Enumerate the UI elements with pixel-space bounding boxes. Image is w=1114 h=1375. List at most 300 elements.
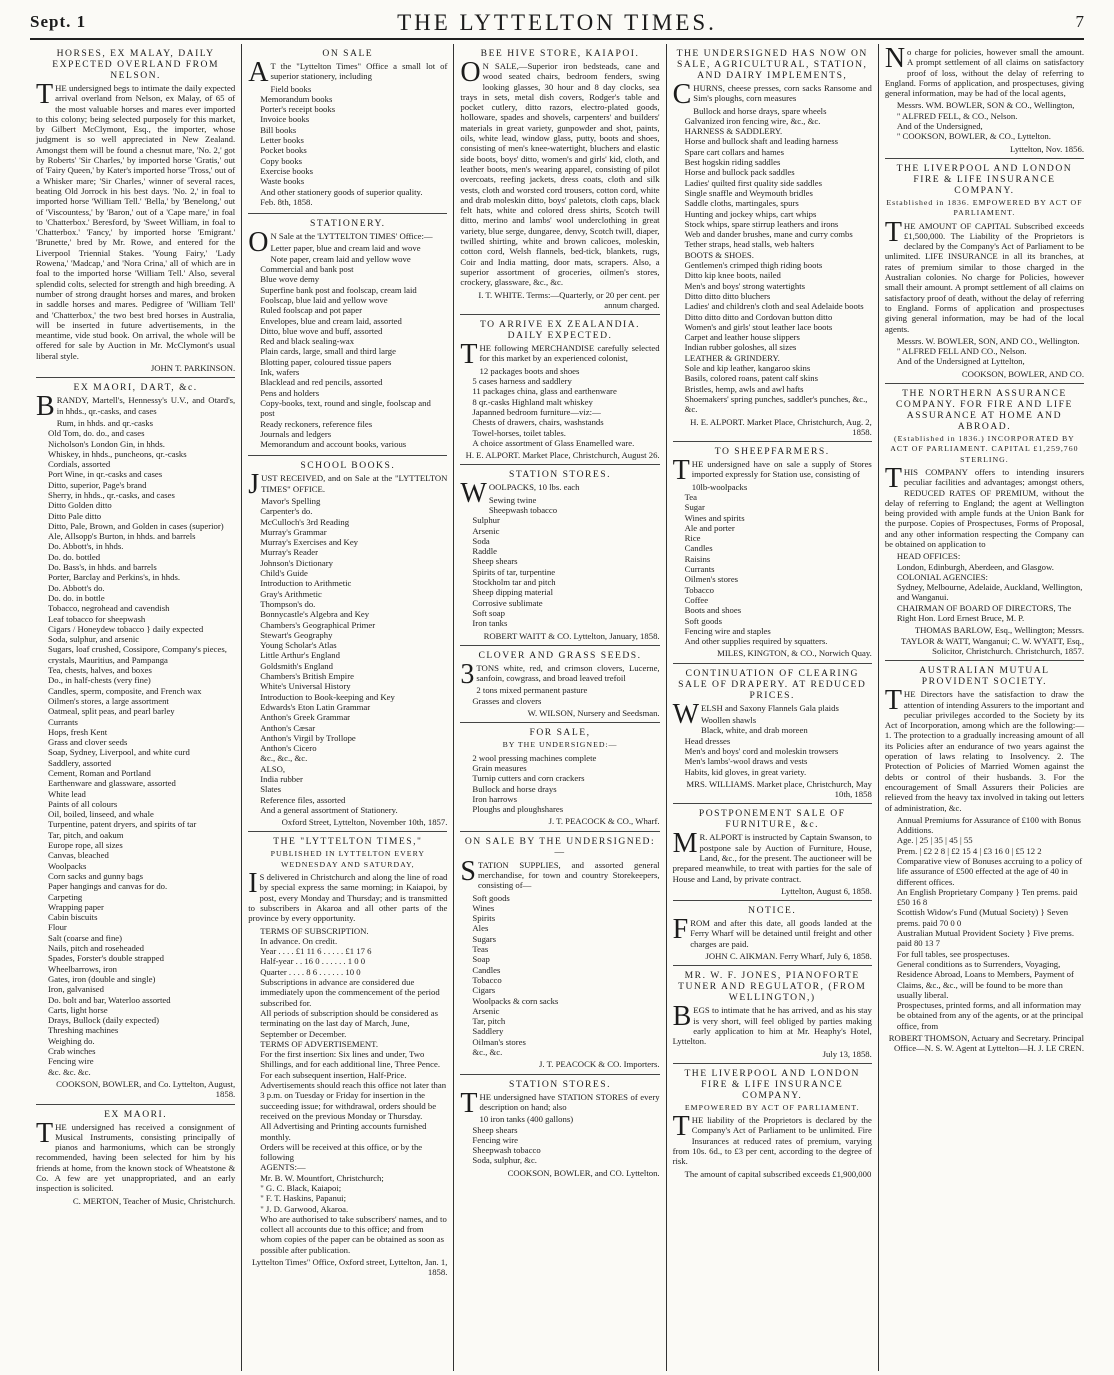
list-item: Candles, sperm, composite, and French wax: [48, 685, 202, 696]
list-item: Sheep shears: [472, 556, 518, 567]
column-4: [667, 44, 879, 1371]
ad-signature: J. T. PEACOCK & CO., Wharf.: [548, 816, 660, 827]
list-item: Bullock and horse drays: [472, 783, 557, 794]
item-list: [897, 336, 1084, 367]
ad-subheading: Established in 1836. EMPOWERED BY ACT OF PARLIAMENT.: [886, 197, 1083, 218]
ad-heading: TO SHEEPFARMERS.: [714, 446, 830, 458]
list-item: Sugar: [684, 502, 705, 513]
list-item: Woollen shawls: [701, 715, 757, 726]
list-item: Do. do. bottled: [48, 551, 101, 562]
list-item: Plain cards, large, small and third large: [260, 346, 396, 357]
list-item: Thompson's do.: [260, 598, 316, 609]
list-item: Tar, pitch: [472, 1016, 506, 1027]
item-list: [260, 496, 447, 815]
item-list: [472, 685, 659, 706]
column-1: [30, 44, 242, 1371]
list-item: Carpeting: [48, 891, 83, 902]
item-list: [897, 100, 1084, 141]
list-item: Fencing wire: [48, 1056, 94, 1067]
advertisement: [673, 442, 872, 664]
ad-body: THE AMOUNT OF CAPITAL Subscribed exceeds £1,500,000. The Liability of the Proprietors is declared by the Company's Act of Parliament to be unlimited. LIFE INSURANCE in all its branches, at rates of premium similar to those charged in the Australian colonies. No charge for Policies, however small their amount. A prompt settlement of all claims on satisfactory proof of death, without the delay of referring to England. Forms of application and prospectuses giving general information, may be had of the local agents.: [884, 216, 1085, 334]
list-item: Web and dander brushes, mane and curry combs: [684, 229, 853, 240]
advertisement: [248, 214, 447, 456]
ad-body: No charge for policies, however small the amount. A prompt settlement of all claims on satisfactory proof of loss, without the delay of referring to England. Forms of application, and prospectuses, giving general information, may be had of the local agents,: [884, 44, 1085, 99]
masthead: [30, 10, 1084, 40]
list-item: 5 cases harness and saddlery: [472, 376, 572, 387]
list-item: Ditto ditto ditto bluchers: [684, 290, 771, 301]
list-item: Porter, Barclay and Perkins's, in hhds.: [48, 572, 180, 583]
ad-subheading: BY THE UNDERSIGNED:—: [502, 740, 618, 750]
list-item: Rice: [684, 533, 701, 544]
newspaper-title: THE LYTTELTON TIMES.: [397, 10, 717, 35]
ad-heading: NOTICE.: [748, 905, 797, 917]
list-item: Copy books: [260, 155, 302, 166]
ad-heading: AUSTRALIAN MUTUAL PROVIDENT SOCIETY.: [919, 665, 1050, 688]
list-item: Reference files, assorted: [260, 794, 346, 805]
advertisement: [673, 804, 872, 901]
list-item: Tea: [684, 491, 698, 502]
list-item: And a general assortment of Stationery.: [260, 804, 398, 815]
ad-signature: I. T. WHITE. Terms:—Quarterly, or 20 per cent. per annum charged.: [478, 289, 660, 310]
list-item: 11 packages china, glass and earthenware: [472, 386, 617, 397]
list-item: Woolpacks & corn sacks: [472, 995, 559, 1006]
list-item: HARNESS & SADDLERY.: [684, 126, 783, 137]
list-item: Black, white, and drab moreen: [701, 725, 808, 736]
column-2: [242, 44, 454, 1371]
list-item: COLONIAL AGENCIES:: [896, 571, 988, 582]
list-item: &c., &c., &c.: [260, 753, 308, 764]
list-item: 8 qr.-casks Highland malt whiskey: [472, 396, 593, 407]
list-item: Sheepwash tobacco: [472, 1145, 541, 1156]
list-item: Half-year . . 16 0 . . . . . . 1 0 0: [260, 956, 366, 967]
list-item: Bill books: [260, 124, 297, 135]
advertisement: [673, 44, 872, 442]
list-item: Orders will be received at this office, or by the following: [260, 1141, 423, 1163]
list-item: Chambers's British Empire: [260, 671, 354, 682]
item-list: [897, 551, 1084, 623]
list-item: Habits, kid gloves, in great variety.: [684, 766, 807, 777]
list-item: Memorandum books: [260, 93, 333, 104]
list-item: Gentlemen's crimped thigh riding boots: [684, 260, 823, 271]
list-item: Do. bolt and bar, Waterloo assorted: [48, 994, 171, 1005]
list-item: Scottish Widow's Fund (Mutual Society) } Seven prems. paid 70 0 0: [896, 907, 1069, 928]
list-item: Ready reckoners, reference files: [260, 418, 373, 429]
ad-signature: Oxford Street, Lyttelton, November 10th, 1857.: [281, 817, 448, 828]
list-item: Sugars, loaf crushed, Cossipore, Company's pieces, crystals, Mauritius, and Pampanga: [48, 644, 227, 665]
item-list: [685, 482, 872, 647]
list-item: Comparative view of Bonuses accruing to a policy of life assurance of £500 effected at the age of 40 in different offices.: [896, 856, 1083, 887]
list-item: Australian Mutual Provident Society } Five prems. paid 80 13 7: [896, 928, 1074, 949]
advertisement: [885, 661, 1084, 1057]
list-item: Saddle cloths, martingales, spurs: [684, 198, 799, 209]
list-item: Stock whips, spare stirrup leathers and irons: [684, 218, 839, 229]
item-list: [472, 753, 659, 815]
list-item: Nicholson's London Gin, in hhds.: [48, 438, 165, 449]
list-item: Age. | 25 | 35 | 45 | 55: [896, 835, 973, 846]
list-item: Sheep shears: [472, 1124, 518, 1135]
list-item: White's Universal History: [260, 681, 351, 692]
list-item: Mr. B. W. Mountfort, Christchurch;: [260, 1172, 384, 1183]
list-item: Flour: [48, 922, 67, 933]
advertisement: [885, 159, 1084, 384]
ad-heading: BEE HIVE STORE, KAIAPOI.: [480, 48, 640, 59]
list-item: Rum, in hhds. and qr.-casks: [56, 417, 153, 428]
list-item: 2 tons mixed permanent pasture: [476, 685, 588, 696]
list-item: Canvas, bleached: [48, 850, 109, 861]
list-item: Bristles, hemp, awls and awl hafts: [684, 383, 804, 394]
list-item: Spades, Forster's double strapped: [48, 953, 164, 964]
ad-body: CHURNS, cheese presses, corn sacks Ransome and Sim's ploughs, corn measures: [672, 79, 872, 110]
ad-body: ON Sale at the 'LYTTELTON TIMES' Office:—: [248, 227, 433, 259]
list-item: Japanned bedroom furniture—viz:—: [472, 406, 601, 417]
list-item: Hunting and jockey whips, cart whips: [684, 208, 817, 219]
list-item: And of the Undersigned at Lyttelton,: [896, 356, 1025, 367]
list-item: Letter paper, blue and cream laid and wove: [270, 243, 421, 254]
advertisement: [673, 901, 872, 966]
list-item: Ditto Pale ditto: [48, 510, 102, 521]
ad-signature: COOKSON, BOWLER, AND CO.: [961, 368, 1085, 379]
list-item: Chests of drawers, chairs, washstands: [472, 417, 604, 428]
list-item: Oilmen's stores: [684, 574, 739, 585]
list-item: Child's Guide: [260, 568, 308, 579]
list-item: Crab winches: [48, 1046, 96, 1057]
list-item: General conditions as to Surrenders, Voyaging, Residence Abroad, Loans to Members, Payment of Claims, &c., &c., will be found to be more than usually liberal.: [896, 958, 1074, 1000]
list-item: Tar, pitch, and oakum: [48, 829, 124, 840]
list-item: Europe rope, all sizes: [48, 840, 123, 851]
list-item: Port Wine, in qr.-casks and cases: [48, 469, 163, 480]
list-item: Little Arthur's England: [260, 650, 340, 661]
list-item: Edwards's Eton Latin Grammar: [260, 701, 371, 712]
list-item: Sheep dipping material: [472, 587, 553, 598]
list-item: Journals and ledgers: [260, 428, 332, 439]
list-item: Year . . . . £1 11 6 . . . . . £1 17 6: [260, 946, 372, 957]
advertisement: [673, 1064, 872, 1185]
ad-heading: MR. W. F. JONES, PIANOFORTE TUNER AND REGULATOR, (FROM WELLINGTON,): [678, 970, 867, 1004]
list-item: Currants: [48, 716, 78, 727]
list-item: HEAD OFFICES:: [896, 551, 961, 562]
list-item: " J. D. Garwood, Akaroa.: [260, 1203, 349, 1214]
advertisement: [248, 456, 447, 832]
item-list: [685, 1169, 872, 1179]
list-item: Drays, Bullock (daily expected): [48, 1015, 159, 1026]
list-item: Annual Premiums for Assurance of £100 with Bonus Additions.: [896, 814, 1081, 836]
list-item: Letter books: [260, 135, 304, 146]
item-list: [685, 715, 872, 777]
list-item: Murray's Reader: [260, 547, 318, 558]
list-item: Soda, sulphur, &c.: [472, 1155, 537, 1166]
list-item: Fencing wire and staples: [684, 625, 771, 636]
list-item: Anthon's Virgil by Trollope: [260, 732, 356, 743]
list-item: Red and black sealing-wax: [260, 336, 355, 347]
ad-subheading: EMPOWERED BY ACT OF PARLIAMENT.: [684, 1102, 860, 1112]
list-item: Arsenic: [472, 525, 500, 536]
ad-signature: JOHN C. AIKMAN. Ferry Wharf, July 6, 1858.: [705, 951, 872, 962]
list-item: LEATHER & GRINDERY.: [684, 352, 780, 363]
item-list: [472, 1114, 659, 1165]
list-item: Bullock and horse drays, spare wheels: [693, 105, 827, 116]
list-item: Ditto Golden ditto: [48, 500, 112, 511]
list-item: Anthon's Greek Grammar: [260, 712, 351, 723]
item-list: [260, 84, 447, 208]
list-item: ALSO,: [260, 763, 286, 774]
ad-signature: MILES, KINGTON, & CO., Norwich Quay.: [717, 648, 872, 659]
ad-signature: W. WILSON, Nursery and Seedsman.: [527, 708, 660, 719]
list-item: Tobacco: [684, 584, 714, 595]
list-item: 10lb-woolpacks: [691, 481, 748, 492]
list-item: Exercise books: [260, 165, 314, 176]
ad-body: THE undersigned have on sale a supply of Stores imported expressly for Station use, consisting of: [672, 455, 872, 487]
list-item: Old Tom, do. do., and cases: [48, 428, 145, 439]
ad-body: WELSH and Saxony Flannels Gala plaids: [672, 698, 839, 730]
column-5: [879, 44, 1090, 1371]
list-item: " ALFRED FELL, & CO., Nelson.: [896, 110, 1018, 121]
list-item: Murray's Grammar: [260, 526, 327, 537]
list-item: And other stationery goods of superior quality.: [260, 186, 423, 197]
advertisement: [36, 44, 235, 378]
list-item: All periods of subscription should be considered as terminating on the last day of March, June, September or December.: [260, 1007, 439, 1039]
ad-body: THE liability of the Proprietors is declared by the Company's Act of Parliament to be unlimited. Fire Insurances at reduced rates of premium, varying from 10s. 6d., to £3 per cent, according to the degree of risk.: [672, 1111, 872, 1167]
ad-signature: ROBERT WAITT & CO. Lyttelton, January, 1858.: [483, 630, 660, 641]
list-item: Grasses and clovers: [472, 695, 542, 706]
list-item: Ditto, Pale, Brown, and Golden in cases (superior): [48, 520, 224, 531]
ad-signature: MRS. WILLIAMS. Market place, Christchurch, May 10th, 1858: [686, 778, 872, 800]
list-item: Tether straps, head stalls, web halters: [684, 239, 815, 250]
list-item: Prem. | £2 2 8 | £2 15 4 | £3 16 0 | £5 12 2: [896, 845, 1042, 856]
list-item: Pens and holders: [260, 387, 320, 398]
list-item: Sole and kip leather, kangaroo skins: [684, 363, 811, 374]
list-item: Ruled foolscap and pot paper: [260, 305, 363, 316]
list-item: Carpenter's do.: [260, 506, 313, 517]
ad-body: 3TONS white, red, and crimson clovers, Lucerne, sanfoin, cowgrass, and broad leaved trefoil: [460, 658, 660, 690]
list-item: Soft goods: [472, 892, 510, 903]
ad-signature: Lyttelton, Nov. 1856.: [1010, 143, 1085, 154]
list-item: McCulloch's 3rd Reading: [260, 516, 350, 527]
list-item: Soft goods: [684, 615, 723, 626]
list-item: Raddle: [472, 546, 498, 557]
ad-body: FROM and after this date, all goods landed at the Ferry Wharf will be detained until freight and other charges are paid.: [672, 914, 872, 949]
ad-body: BEGS to intimate that he has arrived, and as his stay is very short, will feel obliged by parties making early application to him at Mr. Heaphy's Hotel, Lyttelton.: [672, 1001, 872, 1047]
list-item: Do. Abbott's, in hhds.: [48, 541, 124, 552]
advertisement: [460, 44, 659, 315]
list-item: Oil, boiled, linseed, and whale: [48, 809, 154, 820]
list-item: 12 packages boots and shoes: [479, 365, 580, 376]
ad-heading: THE LIVERPOOL AND LONDON FIRE & LIFE INSURANCE COMPANY.: [684, 1067, 860, 1101]
advertisement: [248, 832, 447, 1281]
list-item: Paper hangings and canvas for do.: [48, 881, 168, 892]
list-item: " ALFRED FELL AND CO., Nelson.: [896, 346, 1027, 357]
list-item: Cigars: [472, 985, 496, 996]
list-item: Shoemakers' spring punches, saddler's punches, &c., &c.: [684, 393, 868, 415]
advertisement: [885, 384, 1084, 661]
ad-signature: COOKSON, BOWLER, and CO. Lyttelton.: [507, 1167, 660, 1178]
list-item: &c., &c.: [472, 1047, 503, 1058]
list-item: Copy-books, text, round and single, foolscap and post: [260, 397, 431, 419]
advertisement: [460, 1075, 659, 1182]
ad-heading: STATIONERY.: [310, 218, 386, 230]
list-item: Memorandum and account books, various: [260, 439, 407, 450]
ad-heading: HORSES, EX MALAY, DAILY EXPECTED OVERLAND FROM NELSON.: [52, 48, 219, 81]
list-item: Ploughs and ploughshares: [472, 804, 564, 815]
list-item: Cordials, assorted: [48, 459, 111, 470]
list-item: TERMS OF SUBSCRIPTION.: [260, 925, 369, 936]
ad-signature: C. MERTON, Teacher of Music, Christchurch.: [72, 1195, 236, 1206]
ad-heading: THE LIVERPOOL AND LONDON FIRE & LIFE INSURANCE COMPANY.: [896, 162, 1073, 196]
list-item: Hops, fresh Kent: [48, 726, 108, 737]
ad-heading: THE "LYTTELTON TIMES,": [273, 836, 423, 848]
list-item: Stockholm tar and pitch: [472, 577, 556, 588]
list-item: Ladies' and children's cloth and seal Adelaide boots: [684, 301, 864, 312]
list-item: Currants: [684, 564, 715, 575]
list-item: For the first insertion: Six lines and under, Two Shillings, and for each additional line, Three Pence. For each subsequent insertion, Half-Price.: [260, 1049, 441, 1080]
list-item: Do. Abbott's do.: [48, 582, 105, 593]
columns: [30, 44, 1090, 1371]
advertisement: [460, 646, 659, 723]
list-item: Advertisements should reach this office not later than 3 p.m. on Tuesday or Friday for insertion in the succeeding issue; for withdrawal, orders should be received on the previous Monday or Thursday.: [260, 1080, 447, 1121]
ad-heading: THE UNDERSIGNED HAS NOW ON SALE, AGRICULTURAL, STATION, AND DAIRY IMPLEMENTS,: [676, 48, 868, 81]
list-item: Ale, Allsopp's Burton, in hhds. and barrels: [48, 531, 196, 542]
ad-heading: CLOVER AND GRASS SEEDS.: [478, 649, 642, 661]
ad-body: ON SALE,—Superior iron bedsteads, cane and wood seated chairs, bedroom fenders, swing looking glasses, 30 hour and 8 day clocks, sea trays in sets, metal dish covers, Rodger's table and pocket cutlery, ditto razors, electro-plated goods, holloware, spades and shovels, carpenters' and builders' materials in great variety, gunpowder and shot, paints, oils, white lead, window glass, putty, boots and shoes, consisting of men's knee-watertight, bluchers and elastic side boots, boys' ditto, women's and girls' kid, cloth, and leather boots, men's wearing apparel, consisting of pilot overcoats, reefing jackets, dress coats, cloth and silk vests, cloth and worsted cord trousers, cotton cord, white and drab moleskin ditto, boys' paletots, cloth caps, black felt hats, white and colored dress shirts, Scotch twill ditto, merino and lambs' wool underclothing in great variety, blue serge, dungaree, denvy, Scotch twill, diaper, twilled shirting, white and brown calicoes, moleskin, cotton cord, Welsh flannels, bed-tick, blankets, rugs, Coir and India matting, door mats, scrapers. Also, a superior assortment of groceries, oilmen's stores, crockery, glassware, &c., &c.: [460, 57, 660, 288]
list-item: AGENTS:—: [260, 1162, 306, 1173]
list-item: Wrapping paper: [48, 901, 104, 912]
list-item: Women's and girls' stout leather lace boots: [684, 321, 833, 332]
list-item: Leaf tobacco for sheepwash: [48, 613, 146, 624]
list-item: In advance. On credit.: [260, 935, 338, 946]
ad-signature: Lyttelton, August 6, 1858.: [781, 885, 872, 896]
list-item: &c. &c. &c.: [48, 1066, 91, 1077]
list-item: Foolscap, blue laid and yellow wove: [260, 294, 388, 305]
list-item: Subscriptions in advance are considered due immediately upon the commencement of the period subscribed for.: [260, 977, 440, 1008]
list-item: Ales: [472, 923, 489, 934]
list-item: Do. Bass's, in hhds. and barrels: [48, 562, 157, 573]
ad-body: JUST RECEIVED, and on Sale at the "LYTTELTON TIMES" OFFICE.: [248, 469, 448, 501]
list-item: Salt (coarse and fine): [48, 932, 123, 943]
list-item: Cement, Roman and Portland: [48, 768, 151, 778]
list-item: Tobacco: [472, 974, 502, 985]
list-item: Earthenware and glassware, assorted: [48, 778, 176, 789]
list-item: Galvanized iron fencing wire, &c., &c.: [684, 115, 821, 126]
advertisement: [36, 378, 235, 1104]
list-item: Raisins: [684, 553, 711, 564]
list-item: India rubber: [260, 774, 303, 784]
list-item: Soda: [472, 535, 490, 546]
list-item: Murray's Exercises and Key: [260, 537, 359, 548]
list-item: Candles: [472, 964, 501, 975]
list-item: Sugars: [472, 933, 497, 944]
ad-signature: THOMAS BARLOW, Esq., Wellington; Messrs. TAYLOR & WATT, Wanganui; C. W. WYATT, Esq., Solicitor, Christchurch. Christchurch, 1857.: [900, 625, 1085, 656]
list-item: 2 wool pressing machines complete: [472, 752, 597, 763]
ad-body: WOOLPACKS, 10 lbs. each: [460, 478, 580, 510]
list-item: Messrs. W. BOWLER, SON, AND CO., Wellington.: [896, 335, 1080, 346]
list-item: Soda, sulphur, and arsenic: [48, 634, 140, 645]
list-item: Candles: [684, 543, 713, 554]
list-item: Superfine bank post and foolscap, cream laid: [260, 284, 417, 295]
ad-signature: ROBERT THOMSON, Actuary and Secretary. Principal Office—N. S. W. Agent at Lyttelton—H. J. LE CREN.: [888, 1033, 1085, 1054]
list-item: Ladies' quilted first quality side saddles: [684, 177, 823, 188]
list-item: White lead: [48, 788, 86, 799]
list-item: Prospectuses, printed forms, and all information may be obtained from any of the agents, or at the principal office, from: [896, 1000, 1084, 1031]
list-item: Pocket books: [260, 145, 307, 156]
ad-body: THE undersigned have STATION STORES of every description on hand; also: [460, 1087, 660, 1119]
list-item: Grass and clover seeds: [48, 737, 128, 748]
list-item: Wines and spirits: [684, 512, 745, 523]
item-list: [260, 926, 447, 1256]
list-item: Towel-horses, toilet tables.: [472, 427, 566, 438]
list-item: Do. do. in bottle: [48, 592, 105, 603]
list-item: Tobacco, negrohead and cavendish: [48, 603, 170, 614]
list-item: Ditto, blue wove and buff, assorted: [260, 325, 383, 336]
advertisement: [460, 723, 659, 831]
list-item: Iron tanks: [472, 618, 508, 629]
item-list: [685, 106, 872, 415]
list-item: Ale and porter: [684, 522, 735, 533]
list-item: Fencing wire: [472, 1134, 519, 1145]
item-list: [472, 893, 659, 1058]
ad-signature: J. T. PEACOCK & CO. Importers.: [539, 1059, 660, 1070]
ad-signature: H. E. ALPORT. Market Place, Christchurch, August 26.: [465, 450, 660, 461]
list-item: Messrs. WM. BOWLER, SON & CO., Wellington,: [896, 100, 1075, 111]
ad-body: BRANDY, Martell's, Hennessy's U.V., and Otard's, in hhds., qr.-casks, and cases: [36, 391, 236, 423]
list-item: Teas: [472, 944, 489, 955]
ad-subheading: (Established in 1836.) INCORPORATED BY ACT OF PARLIAMENT. CAPITAL £1,259,760 STERLING.: [890, 434, 1079, 464]
list-item: All Advertising and Printing accounts furnished monthly.: [260, 1121, 427, 1142]
ad-heading: STATION STORES.: [508, 469, 612, 481]
ad-body: AT the "Lyttelton Times" Office a small lot of superior stationery, including: [248, 57, 448, 88]
list-item: Men's and boys' cord and moleskin trowsers: [684, 745, 839, 756]
list-item: And other supplies required by squatters.: [684, 636, 828, 647]
list-item: And of the Undersigned,: [896, 121, 983, 132]
list-item: Porter's receipt books: [260, 104, 336, 115]
list-item: Threshing machines: [48, 1025, 119, 1036]
list-item: Field books: [270, 83, 312, 94]
list-item: Gates, iron (double and single): [48, 973, 156, 984]
advertisement: [673, 664, 872, 805]
ad-signature: Lyttelton Times" Office, Oxford street, Lyttelton, Jan. 1, 1858.: [251, 1257, 448, 1278]
list-item: Head dresses: [684, 735, 731, 746]
ad-heading: EX MAORI.: [104, 1108, 168, 1120]
advertisement: [673, 966, 872, 1063]
list-item: Paints of all colours: [48, 798, 118, 809]
ad-body: MR. ALPORT is instructed by Captain Swanson, to postpone sale by Auction of Furniture, House, Land, &c., for the present. The auctioneer will be prepared meanwhile, to treat with parties for the sale of House and Land, by private contract.: [672, 828, 872, 884]
ad-signature: JOHN T. PARKINSON.: [150, 363, 236, 374]
list-item: CHAIRMAN OF BOARD OF DIRECTORS, The Right Hon. Lord Ernest Bruce, M. P.: [896, 602, 1072, 624]
page-number: 7: [1075, 12, 1084, 31]
list-item: Basils, colored roans, patent calf skins: [684, 373, 819, 384]
list-item: Invoice books: [260, 114, 310, 125]
list-item: Coffee: [684, 594, 709, 605]
ad-signature: July 13, 1858.: [822, 1048, 872, 1059]
list-item: Iron, galvanised: [48, 984, 104, 995]
list-item: Tea, chests, halves, and boxes: [48, 665, 152, 676]
list-item: Grain measures: [472, 762, 527, 773]
list-item: BOOTS & SHOES.: [684, 249, 754, 260]
list-item: Sheepwash tobacco: [488, 504, 558, 515]
ad-body: THE undersigned has received a consignment of Musical Instruments, consisting principally of pianos and harmoniums, which can be strongly recommended, having been selected for him by his friends at home, from the known stock of Wheatstone & Co. A few are yet unappropriated, and an early inspection is solicited.: [36, 1117, 236, 1194]
list-item: Whiskey, in hhds., puncheons, qr.-casks: [48, 448, 187, 459]
ad-heading: ON SALE BY THE UNDERSIGNED:—: [464, 835, 656, 858]
list-item: Do., in half-chests (very fine): [48, 675, 151, 686]
list-item: Chambers's Geographical Primer: [260, 619, 376, 630]
list-item: Wines: [472, 902, 495, 913]
ad-body: STATION SUPPLIES, and assorted general merchandise, for town and country Storekeepers, consisting of—: [460, 855, 660, 891]
list-item: Spirits of tar, turpentine: [472, 566, 556, 577]
list-item: TERMS OF ADVERTISEMENT.: [260, 1038, 379, 1049]
ad-signature: COOKSON, BOWLER, and Co. Lyttelton, August, 1858.: [56, 1078, 236, 1100]
list-item: Mavor's Spelling: [261, 495, 321, 506]
list-item: Johnson's Dictionary: [260, 557, 333, 568]
list-item: Corrosive sublimate: [472, 597, 543, 608]
ad-body: THE following MERCHANDISE carefully selected for this market by an experienced colonist,: [460, 339, 660, 371]
